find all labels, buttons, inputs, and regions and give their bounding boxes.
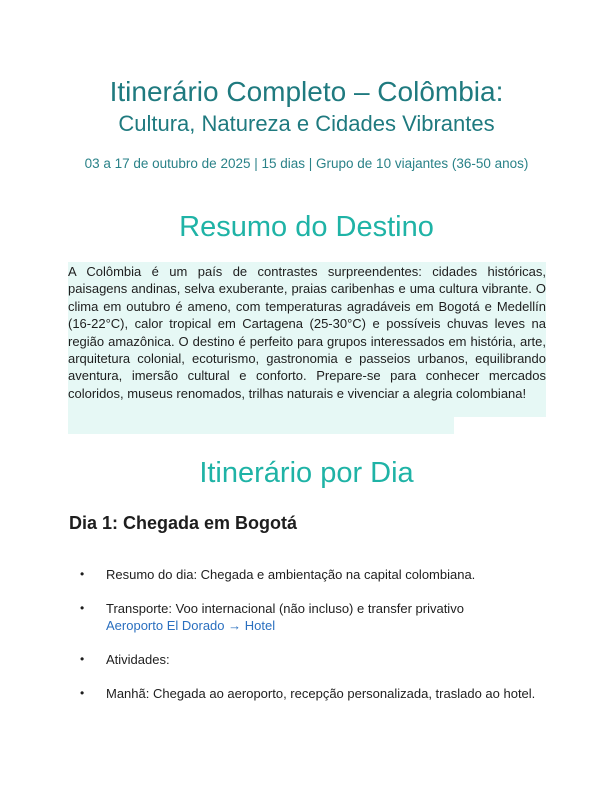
day-1-list	[68, 566, 548, 719]
trip-meta: 03 a 17 de outubro de 2025 | 15 dias | Grupo de 10 viajantes (36-50 anos)	[84, 156, 529, 171]
summary-text: A Colômbia é um país de contrastes surpreendentes: cidades históricas, paisagens andinas, selva exuberante, praias caribenhas e uma cultura vibrante. O clima em outubro é ameno, com temperaturas agradáveis em Bogotá e Medellín (16-22°C), calor tropical em Cartagena (25-30°C) e possíveis chuvas leves na região amazônica. O destino é perfeito para grupos interessados em história, arte, arquitetura colonial, ecoturismo, gastronomia e passeios urbanos, equilibrando aventura, imersão cultural e conforto. Prepare-se para conhecer mercados coloridos, museus renomados, trilhas naturais e vivenciar a alegria colombiana!	[68, 264, 546, 401]
summary-block	[68, 263, 546, 416]
list-item	[68, 600, 548, 634]
transfer-route-link[interactable]: Aeroporto El Dorado → Hotel	[106, 618, 276, 633]
summary-heading: Resumo do Destino	[179, 211, 434, 243]
document-title: Itinerário Completo – Colômbia:	[109, 76, 504, 107]
list-item-text: Manhã: Chegada ao aeroporto, recepção personalizada, traslado ao hotel.	[106, 686, 536, 701]
list-item	[68, 685, 548, 702]
summary-highlight-last-line	[68, 417, 454, 434]
bullet-icon: •	[80, 686, 85, 700]
day-1-heading: Dia 1: Chegada em Bogotá	[69, 513, 298, 533]
bullet-icon: •	[80, 567, 85, 581]
list-item-text: Resumo do dia: Chegada e ambientação na capital colombiana.	[106, 567, 476, 582]
list-item-text: Atividades:	[106, 652, 170, 667]
bullet-icon: •	[80, 652, 85, 666]
bullet-icon: •	[80, 601, 85, 615]
list-item	[68, 651, 548, 668]
list-item-text: Transporte: Voo internacional (não incluso) e transfer privativo	[106, 601, 464, 616]
list-item	[68, 566, 548, 583]
document-subtitle: Cultura, Natureza e Cidades Vibrantes	[118, 111, 495, 136]
itinerary-heading: Itinerário por Dia	[199, 457, 414, 489]
